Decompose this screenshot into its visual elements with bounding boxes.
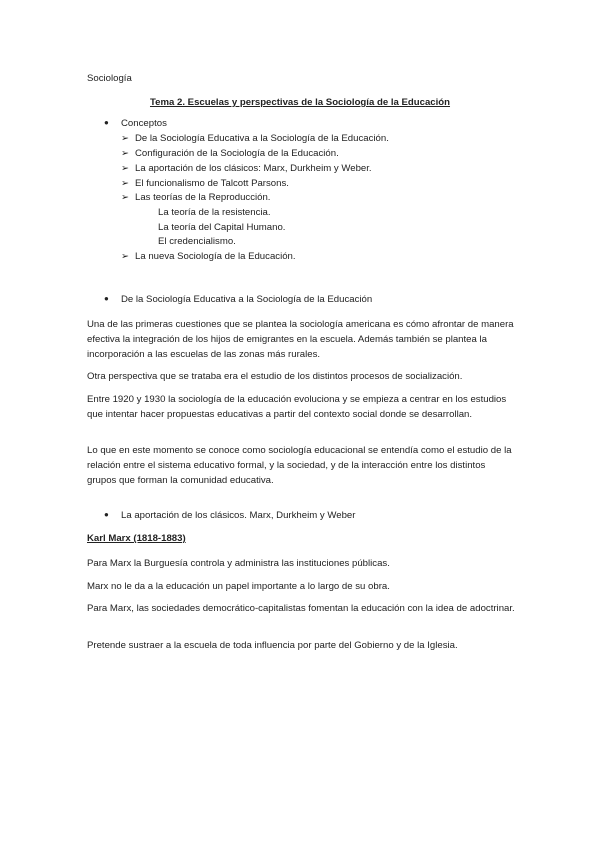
page-title: Tema 2. Escuelas y perspectivas de la Sociología de la Educación xyxy=(149,97,451,108)
outline-item-label: De la Sociología Educativa a la Sociología de la Educación. xyxy=(135,133,389,144)
arrow-icon: ➢ xyxy=(121,163,130,174)
outline-bullet-label: Conceptos xyxy=(121,118,167,129)
paragraph: Para Marx, las sociedades democrático-capitalistas fomentan la educación con la idea de adoctrinar. xyxy=(87,603,515,614)
paragraph: Marx no le da a la educación un papel importante a lo largo de su obra. xyxy=(87,581,390,592)
section-heading: La aportación de los clásicos. Marx, Durkheim y Weber xyxy=(121,510,356,521)
outline-item-label: Configuración de la Sociología de la Educación. xyxy=(135,148,339,159)
paragraph: Lo que en este momento se conoce como sociología educacional se entendía como el estudio de la relación entre el sistema educativo formal, y la sociedad, y de la interacción entre los distintos grupos que forman la comunidad educativa. xyxy=(87,445,512,486)
outline-item xyxy=(121,178,289,189)
outline-item-label: El funcionalismo de Talcott Parsons. xyxy=(135,178,289,189)
outline-subitem: La teoría de la resistencia. xyxy=(158,207,271,218)
arrow-icon: ➢ xyxy=(121,148,130,159)
subject-label: Sociología xyxy=(87,73,132,84)
arrow-icon: ➢ xyxy=(121,192,130,203)
paragraph: Otra perspectiva que se trataba era el estudio de los distintos procesos de socialización. xyxy=(87,371,463,382)
outline-item-label: La aportación de los clásicos: Marx, Durkheim y Weber. xyxy=(135,163,372,174)
bullet-dot-icon: ● xyxy=(104,510,109,519)
paragraph: Para Marx la Burguesía controla y administra las instituciones públicas. xyxy=(87,558,390,569)
section-heading: De la Sociología Educativa a la Sociología de la Educación xyxy=(121,294,373,305)
paragraph: Entre 1920 y 1930 la sociología de la educación evoluciona y se empieza a centrar en los estudios que intentar hacer propuestas educativas a partir del contexto social donde se desarrollan. xyxy=(87,394,507,420)
outline-item xyxy=(121,251,296,262)
paragraph: Una de las primeras cuestiones que se plantea la sociología americana es cómo afrontar de manera efectiva la integración de los hijos de emigrantes en la escuela. Además también se plantea la incorporación a las escuelas de las zonas más rurales. xyxy=(87,319,514,360)
bullet-dot-icon: ● xyxy=(104,118,109,127)
outline-subitem: La teoría del Capital Humano. xyxy=(158,222,286,233)
outline-item xyxy=(121,163,372,174)
arrow-icon: ➢ xyxy=(121,133,130,144)
outline-item xyxy=(121,148,339,159)
person-heading: Karl Marx (1818-1883) xyxy=(87,533,186,544)
paragraph: Pretende sustraer a la escuela de toda influencia por parte del Gobierno y de la Iglesia. xyxy=(87,640,458,651)
outline-item-label: Las teorías de la Reproducción. xyxy=(135,192,271,203)
bullet-dot-icon: ● xyxy=(104,294,109,303)
outline-item-label: La nueva Sociología de la Educación. xyxy=(135,251,296,262)
arrow-icon: ➢ xyxy=(121,178,130,189)
outline-subitem: El credencialismo. xyxy=(158,236,236,247)
arrow-icon: ➢ xyxy=(121,251,130,262)
outline-item xyxy=(121,192,270,203)
outline-item xyxy=(121,133,389,144)
